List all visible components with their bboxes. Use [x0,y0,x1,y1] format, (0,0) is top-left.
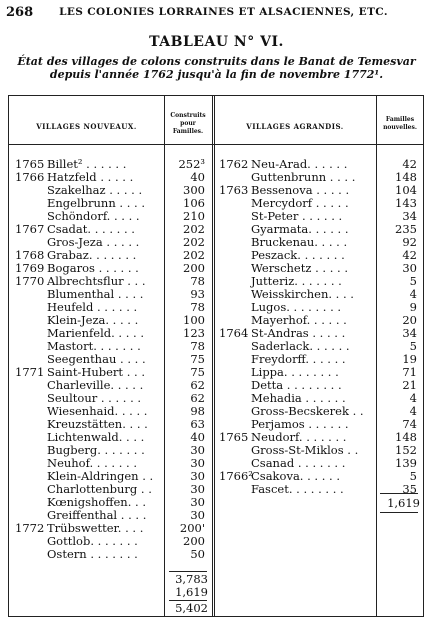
row-village: St-Peter . . . . . . [251,209,343,223]
row-village: Trübswetter. . . . [47,521,144,535]
row-families: 98 [190,404,205,418]
left-subtotal: 3,783 [175,572,208,586]
row-village: St-Andras . . . . . [251,326,346,340]
row-families: 71 [402,365,417,379]
row-village: Lichtenwald. . . . [47,430,145,444]
row-village: Greiffenthal . . . . [47,508,147,522]
row-families: 78 [190,339,205,353]
row-year: 1770 [15,274,45,288]
row-village: Saint-Hubert . . . [47,365,145,379]
row-families: 42 [402,157,417,171]
row-families: 4 [409,287,417,301]
row-village: Grabaz. . . . . . . [47,248,137,262]
row-village: Mehadia . . . . . . [251,391,346,405]
table-title: TABLEAU N° VI. [149,34,284,50]
row-village: Gross-Becskerek . . [251,404,364,418]
row-families: 252³ [178,157,205,171]
row-village: Charlottenburg . . [47,482,152,496]
row-families: 78 [190,300,205,314]
row-families: 30 [190,508,205,522]
row-families: 4 [409,391,417,405]
row-families: 63 [190,417,205,431]
row-year: 1762 [219,157,249,171]
row-families: 75 [190,352,205,366]
row-families: 30 [190,443,205,457]
running-header [6,5,423,21]
row-village: Engelbrunn . . . . [47,196,145,210]
row-families: 20 [402,313,417,327]
row-families: 235 [395,222,417,236]
row-families: 148 [395,430,417,444]
row-village: Saderlack. . . . . . [251,339,350,353]
row-families: 202 [183,222,205,236]
row-families: 30 [190,482,205,496]
row-families: 35 [402,482,417,496]
row-families: 75 [190,365,205,379]
row-families: 143 [395,196,417,210]
row-year: 1768 [15,248,45,262]
row-families: 30 [190,469,205,483]
row-families: 19 [402,352,417,366]
header-rule [9,144,423,145]
row-families: 40 [190,430,205,444]
row-village: Neudorf. . . . . . . [251,430,347,444]
right-total: 1,619 [387,496,420,510]
row-village: Csanad . . . . . . . [251,456,346,470]
row-families: 62 [190,391,205,405]
row-year: 1763 [219,183,249,197]
row-families: 106 [183,196,205,210]
col-header-built-for-line: pour [180,120,196,127]
row-year: 1765 [15,157,45,171]
row-village: Gottlob. . . . . . . [47,534,138,548]
col-header-new-villages: VILLAGES NOUVEAUX. [36,122,137,131]
row-village: Seultour . . . . . . [47,391,142,405]
row-families: 139 [395,456,417,470]
row-village: Freydorff. . . . . . [251,352,346,366]
sum-rule [380,512,418,513]
row-village: Klein-Aldringen . . [47,469,154,483]
row-village: Mayerhof. . . . . . [251,313,347,327]
row-families: 4 [409,404,417,418]
row-families: 5 [409,339,417,353]
column-divider [376,96,377,616]
row-families: 202 [183,248,205,262]
column-divider-double [212,96,215,616]
row-village: Weisskirchen. . . . [251,287,354,301]
col-header-new-families-line: nouvelles. [383,124,417,131]
row-year: 1767 [15,222,45,236]
running-head: LES COLONIES LORRAINES ET ALSACIENNES, ETC. [59,6,388,18]
row-village: Bessenova . . . . . [251,183,350,197]
col-header-built-for-line: Familles. [172,128,204,135]
row-village: Charleville. . . . . [47,378,144,392]
row-families: 148 [395,170,417,184]
row-families: 5 [409,469,417,483]
row-village: Ostern . . . . . . . [47,547,138,561]
row-families: 62 [190,378,205,392]
row-village: Bugberg. . . . . . . [47,443,145,457]
row-village: Wiesenhaid. . . . . [47,404,148,418]
row-village: Fascet. . . . . . . . [251,482,344,496]
row-village: Peszack. . . . . . . [251,248,345,262]
row-village: Csadat. . . . . . . [47,222,135,236]
row-village: Seegenthau . . . . [47,352,146,366]
row-families: 300 [183,183,205,197]
table-subtitle-line2: depuis l'année 1762 jusqu'à la fin de novembre 1772¹. [49,68,384,81]
row-village: Klein-Jeza. . . . . [47,313,139,327]
row-village: Kœnigshoffen. . . [47,495,146,509]
row-families: 104 [395,183,417,197]
row-village: Perjamos . . . . . . [251,417,349,431]
row-families: 42 [402,248,417,262]
row-year: 1765 [219,430,249,444]
row-village: Albrechtsflur . . . [47,274,146,288]
column-divider [164,96,165,616]
row-families: 210 [183,209,205,223]
row-families: 40 [190,170,205,184]
table-subtitle-line1: État des villages de colons construits dans le Banat de Temesvar [17,55,416,68]
row-village: Neuhof. . . . . . . [47,456,137,470]
row-village: Kreuzstätten. . . . [47,417,148,431]
left-total: 5,402 [175,601,208,615]
col-header-built-for-line: Construits [170,112,206,119]
row-families: 200 [183,534,205,548]
row-village: Detta . . . . . . . . [251,378,342,392]
row-village: Lippa. . . . . . . . [251,365,339,379]
row-village: Guttenbrunn . . . . [251,170,356,184]
row-village: Jutteriz. . . . . . . [251,274,342,288]
row-village: Werschetz . . . . . [251,261,348,275]
row-village: Marienfeld. . . . . [47,326,145,340]
row-families: 200 [183,261,205,275]
row-village: Heufeld . . . . . . [47,300,138,314]
row-families: 30 [402,261,417,275]
row-families: 78 [190,274,205,288]
row-families: 21 [402,378,417,392]
col-header-new-families-line: Familles [385,116,415,123]
row-families: 34 [402,326,417,340]
row-families: 74 [402,417,417,431]
row-families: 50 [190,547,205,561]
villages-table [8,95,424,617]
row-year: 1766² [219,469,253,483]
row-year: 1766 [15,170,45,184]
row-village: Gross-St-Miklos . . [251,443,359,457]
col-header-new-families [376,116,424,132]
row-village: Gyarmata. . . . . . [251,222,349,236]
row-families: 34 [402,209,417,223]
sum-rule [380,493,418,494]
row-families: 93 [190,287,205,301]
row-year: 1771 [15,365,45,379]
row-year: 1772 [15,521,45,535]
row-families: 5 [409,274,417,288]
col-header-enlarged-villages: VILLAGES AGRANDIS. [246,122,344,131]
row-families: 152 [395,443,417,457]
row-families: 200' [179,521,205,535]
row-village: Mercydorf . . . . . [251,196,349,210]
row-village: Bruckenau. . . . . [251,235,348,249]
row-village: Hatzfeld . . . . . [47,170,134,184]
row-families: 30 [190,495,205,509]
row-village: Csakova. . . . . . [251,469,341,483]
row-families: 92 [402,235,417,249]
row-village: Bogaros . . . . . . [47,261,139,275]
row-families: 9 [409,300,417,314]
row-village: Blumenthal . . . . [47,287,144,301]
row-village: Neu-Arad. . . . . . [251,157,348,171]
row-families: 30 [190,456,205,470]
row-village: Lugos. . . . . . . . [251,300,342,314]
left-added: 1,619 [175,585,208,599]
row-village: Szakelhaz . . . . . [47,183,143,197]
row-families: 100 [183,313,205,327]
row-families: 202 [183,235,205,249]
row-village: Schöndorf. . . . . [47,209,140,223]
row-village: Gros-Jeza . . . . . [47,235,140,249]
row-village: Billet² . . . . . . [47,157,127,171]
row-families: 123 [183,326,205,340]
row-village: Mastort. . . . . . . [47,339,141,353]
row-year: 1769 [15,261,45,275]
row-year: 1764 [219,326,249,340]
page-number: 268 [6,5,34,20]
col-header-built-for [164,112,212,136]
